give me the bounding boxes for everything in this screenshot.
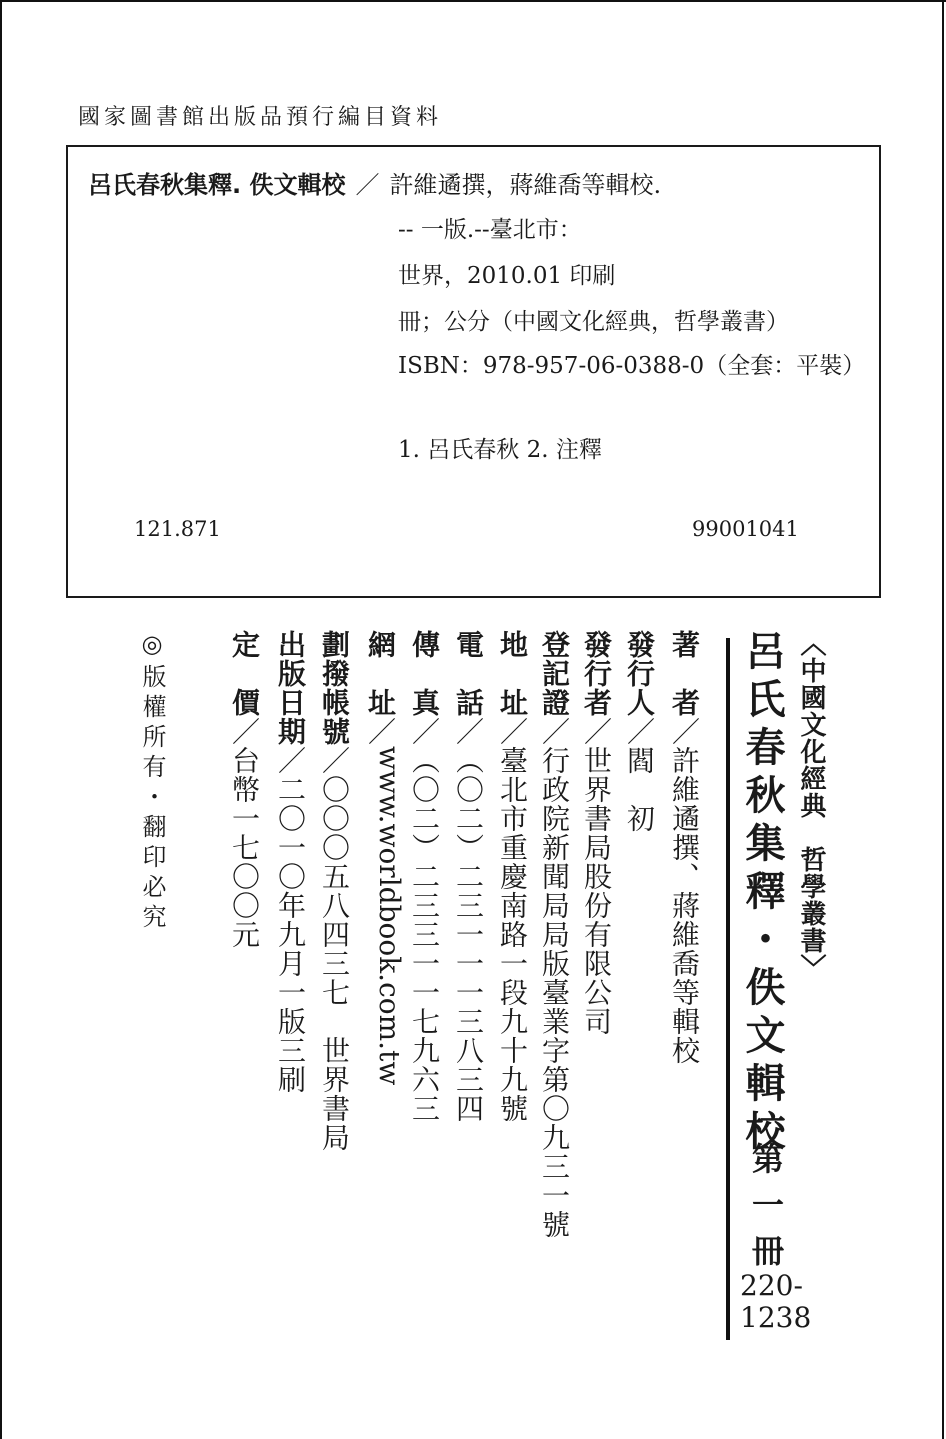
publisher-label: 發行者	[580, 630, 613, 717]
colophon-row-issuer	[623, 630, 656, 833]
colophon-row-publisher	[580, 630, 613, 1036]
separator: ／	[274, 746, 307, 775]
issuer-value: 閻 初	[623, 746, 656, 833]
series-name: 〈中國文化經典 哲學叢書〉	[796, 630, 826, 981]
address-value: 臺北市重慶南路一段九十九號	[496, 746, 529, 1123]
colophon-row-author	[668, 630, 701, 1065]
website-value: www.worldbook.com.tw	[373, 746, 406, 1086]
registration-value: 行政院新聞局局版臺業字第〇九三一號	[538, 746, 571, 1239]
account-value: 〇〇〇五八四三七 世界書局	[318, 775, 351, 1152]
pubdate-label: 出版日期	[274, 630, 307, 746]
page-border-top	[0, 0, 946, 2]
issuer-label: 發行人	[623, 630, 656, 717]
phone-label: 電 話	[452, 630, 485, 717]
page-border-left	[0, 0, 2, 1439]
separator: ／	[364, 717, 397, 746]
phone-value: （〇二）二三一一一三八三四	[452, 746, 485, 1123]
colophon-row-price	[228, 630, 261, 949]
author-label: 著 者	[668, 630, 701, 717]
price-label: 定 價	[228, 630, 261, 717]
separator: ／	[408, 717, 441, 746]
website-label: 網 址	[364, 630, 397, 717]
cip-slash: ／	[355, 171, 380, 199]
address-label: 地 址	[496, 630, 529, 717]
cip-edition-place: -- 一版.--臺北市：	[398, 217, 582, 243]
cip-record-number: 99001041	[692, 517, 799, 541]
separator: ／	[452, 717, 485, 746]
cip-heading: 國家圖書館出版品預行編目資料	[78, 105, 443, 130]
cip-physical-description: 冊；公分（中國文化經典，哲學叢書）	[398, 309, 789, 335]
cip-publisher-date: 世界，2010.01 印刷	[398, 263, 616, 289]
account-label: 劃撥帳號	[318, 630, 351, 746]
separator: ／	[228, 717, 261, 746]
book-number-part-2: 1238	[740, 1301, 812, 1335]
cip-record-box	[66, 145, 881, 598]
page-border-right	[942, 0, 944, 1439]
cip-classification-number: 121.871	[134, 517, 221, 541]
separator: ／	[668, 717, 701, 746]
colophon-row-registration	[538, 630, 571, 1239]
colophon-row-pubdate	[274, 630, 307, 1094]
colophon-row-fax	[408, 630, 441, 1123]
price-value: 台幣一七〇〇元	[228, 746, 261, 949]
colophon-book-title: 呂氏春秋集釋・佚文輯校	[739, 630, 785, 1158]
copyright-notice: ◎版權所有・翻印必究	[138, 630, 166, 934]
separator: ／	[623, 717, 656, 746]
colophon-row-website	[364, 630, 406, 1086]
cip-title-line	[88, 165, 661, 200]
cip-isbn: ISBN：978-957-06-0388-0（全套：平裝）	[398, 353, 866, 379]
book-number-part-1: 220-	[740, 1269, 803, 1302]
colophon-row-address	[496, 630, 529, 1123]
cip-subjects: 1. 呂氏春秋 2. 注釋	[398, 437, 602, 463]
fax-label: 傳 真	[408, 630, 441, 717]
author-value: 許維遹撰、蔣維喬等輯校	[668, 746, 701, 1065]
separator: ／	[538, 717, 571, 746]
volume-label: 第一冊	[747, 1142, 785, 1280]
vertical-rule	[726, 638, 730, 1340]
separator: ／	[318, 746, 351, 775]
separator: ／	[496, 717, 529, 746]
pubdate-value: 二〇一〇年九月一版三刷	[274, 775, 307, 1094]
cip-responsibility: 許維遹撰，蔣維喬等輯校.	[389, 171, 662, 199]
book-number	[740, 1270, 811, 1334]
publisher-value: 世界書局股份有限公司	[580, 746, 613, 1036]
cip-book-title: 呂氏春秋集釋. 佚文輯校	[88, 171, 346, 199]
registration-label: 登記證	[538, 630, 571, 717]
colophon-row-phone	[452, 630, 485, 1123]
colophon-row-account	[318, 630, 351, 1152]
colophon	[130, 630, 850, 1350]
fax-value: （〇二）二三三一一七九六三	[408, 746, 441, 1123]
separator: ／	[580, 717, 613, 746]
